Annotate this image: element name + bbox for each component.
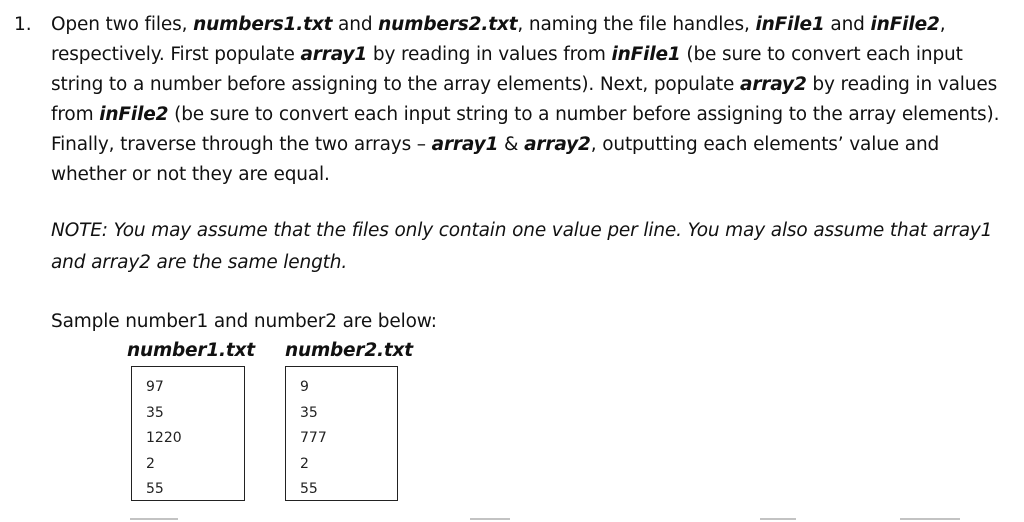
file-line: 35 xyxy=(146,404,164,421)
question-segment: Open two files, xyxy=(51,14,194,35)
file-line: 777 xyxy=(300,430,327,446)
question-segment: numbers2.txt xyxy=(378,14,518,35)
question-segment: & xyxy=(498,134,525,155)
question-segment: inFile1 xyxy=(611,44,681,65)
file-line: 97 xyxy=(146,379,164,395)
file-line: 9 xyxy=(300,379,309,395)
file-line: 55 xyxy=(146,481,164,497)
question-segment: by reading in values from xyxy=(367,44,612,65)
cropped-text-fragment xyxy=(0,514,1024,522)
question-segment: array2 xyxy=(740,74,807,95)
question-segment: (be sure to convert each input string to a number before assigning to the array elements). Next, populate xyxy=(51,44,963,95)
question-segment: , outputting each elements’ value and whether or not they are equal. xyxy=(51,134,940,185)
question-segment: inFile2 xyxy=(870,14,940,35)
file-title-number1: number1.txt xyxy=(127,340,255,361)
file-title-number2: number2.txt xyxy=(285,340,413,361)
question-segment: inFile2 xyxy=(99,104,169,125)
file-line: 1220 xyxy=(146,430,182,446)
question-segment: and xyxy=(824,14,871,35)
question-segment: , respectively. First populate xyxy=(51,14,946,65)
sample-intro: Sample number1 and number2 are below: xyxy=(51,311,437,332)
question-text xyxy=(51,10,1017,190)
file-line: 55 xyxy=(300,481,318,497)
question-segment: inFile1 xyxy=(755,14,825,35)
question-segment: , naming the file handles, xyxy=(517,14,756,35)
question-segment: (be sure to convert each input string to a number before assigning to the array elements). Finally, traverse through the two arrays – xyxy=(51,104,1000,155)
question-segment: by reading in values from xyxy=(51,74,998,125)
file-line: 2 xyxy=(146,455,155,472)
question-segment: array1 xyxy=(300,44,368,65)
file-line: 2 xyxy=(300,455,309,472)
file-box-number1 xyxy=(131,366,245,501)
note-text: NOTE: You may assume that the files only contain one value per line. You may also assume that array1 and array2 are the same length. xyxy=(51,220,993,273)
question-segment: array2 xyxy=(524,134,591,155)
file-box-number2 xyxy=(285,366,398,501)
question-segment: and xyxy=(332,14,379,35)
question-number: 1. xyxy=(14,14,32,35)
question-segment: array1 xyxy=(431,134,499,155)
question-segment: numbers1.txt xyxy=(193,14,333,35)
file-line: 35 xyxy=(300,404,318,421)
